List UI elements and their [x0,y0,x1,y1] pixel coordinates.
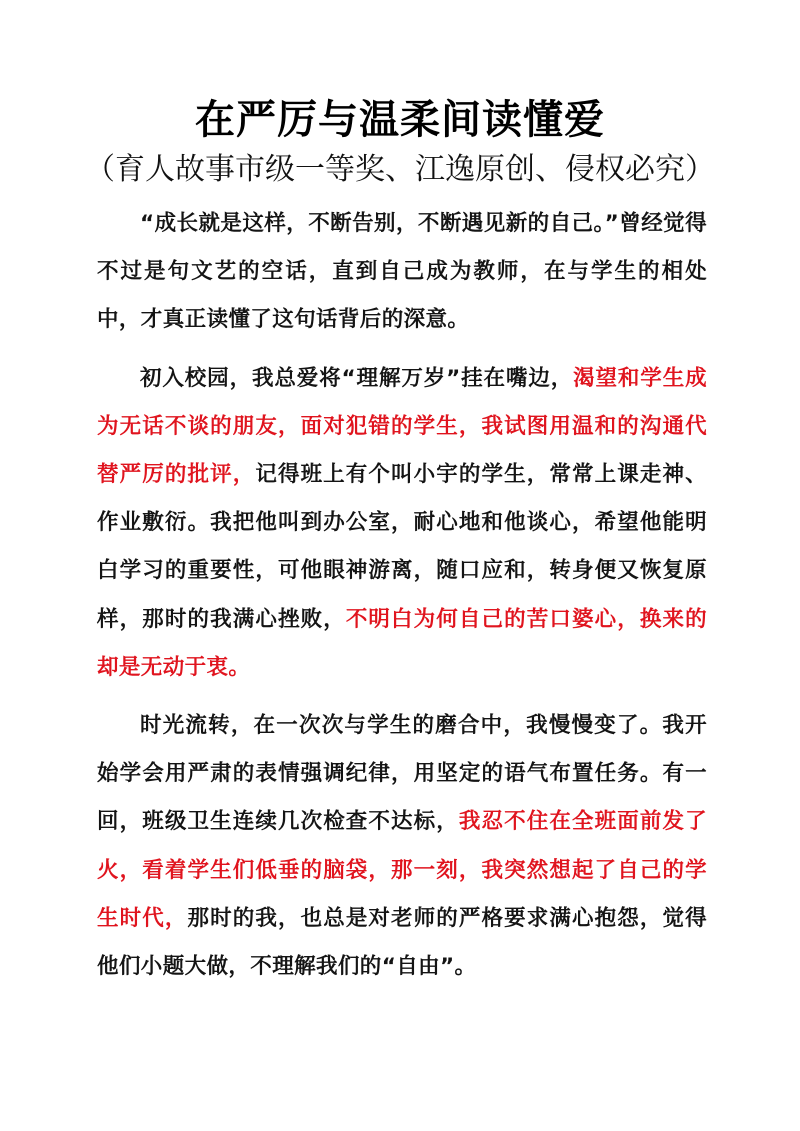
paragraph-1 [97,200,707,345]
paragraph-1-text: “成长就是这样，不断告别，不断遇见新的自己。”曾经觉得不过是句文艺的空话，直到自己成为教师，在与学生的相处中，才真正读懂了这句话背后的深意。 [97,211,707,333]
document-subtitle: （育人故事市级一等奖、江逸原创、侵权必究） [85,152,715,187]
document-body [97,200,707,991]
paragraph-3-highlight-1: 我忍不住在全班面前发了火，看着学生们低垂的脑袋，那一刻，我突然想起了自己的学生时代， [97,809,707,931]
paragraph-2-text-1: 初入校园，我总爱将“理解万岁”挂在嘴边， [140,365,574,391]
paragraph-2-text-2: 记得班上有个叫小宇的学生，常常上课走神、作业敷衍。我把他叫到办公室，耐心地和他谈心，希望他能明白学习的重要性，可他眼神游离，随口应和，转身便又恢复原样，那时的我满心挫败， [97,462,707,632]
document-title: 在严厉与温柔间读懂爱 [195,97,605,143]
paragraph-2 [97,355,707,692]
paragraph-3-text-1: 时光流转，在一次次与学生的磨合中，我慢慢变了。我开始学会用严肃的表情强调纪律，用坚定的语气布置任务。有一回，班级卫生连续几次检查不达标， [97,713,707,835]
paragraph-2-highlight-2: 不明白为何自己的苦口婆心，换来的却是无动于衷。 [97,606,707,680]
paragraph-2-highlight-1: 渴望和学生成为无话不谈的朋友，面对犯错的学生，我试图用温和的沟通代替严厉的批评， [97,365,707,488]
paragraph-3 [97,702,707,991]
paragraph-3-text-2: 那时的我，也总是对老师的严格要求满心抱怨，觉得他们小题大做，不理解我们的“自由”。 [97,905,707,980]
